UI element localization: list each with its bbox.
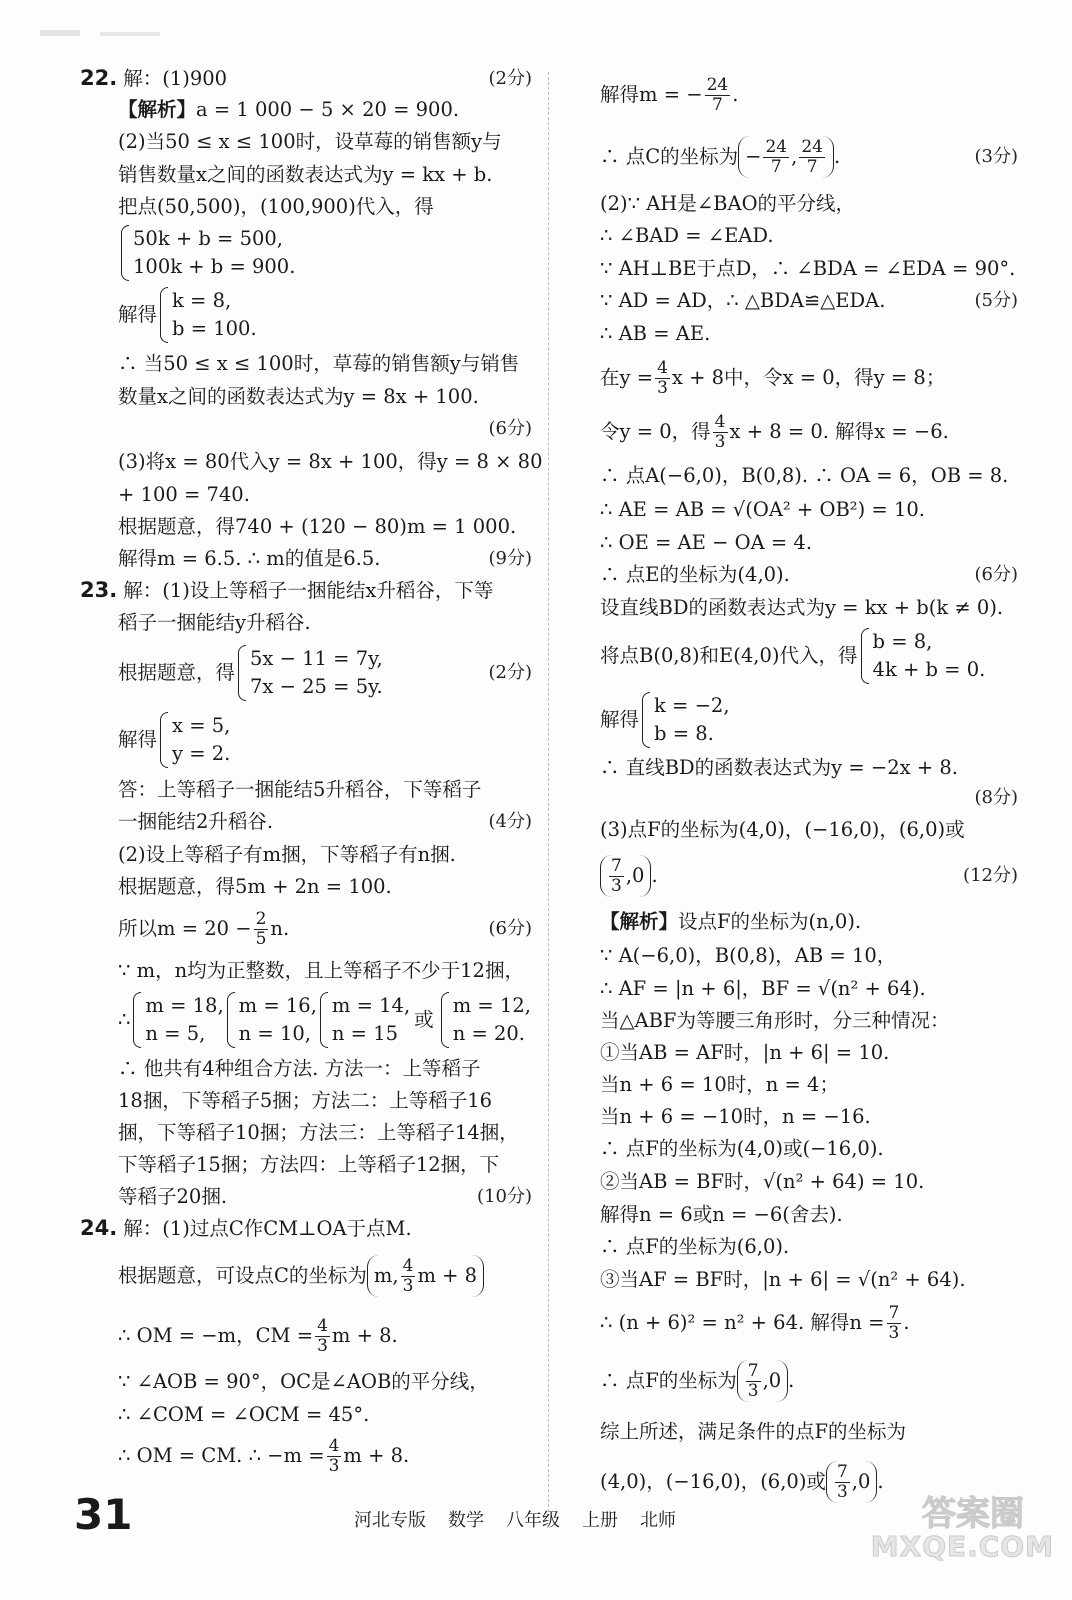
fraction-line: $\frac{7}{3}$ ,0 . (12分) <box>600 847 1018 905</box>
question-number-24: 24. <box>80 1216 118 1241</box>
text-line: ∵ A(−6,0)，B(0,8)，AB = 10， <box>600 943 897 967</box>
text-line: 当n + 6 = 10时，n = 4； <box>600 1073 839 1097</box>
analysis-tag: 【解析】 <box>118 97 197 121</box>
fraction-line: 在y = $\frac{4}{3}$ x + 8中，令x = 0，得y = 8； <box>600 357 946 398</box>
text-line: (2)设上等稻子有m捆，下等稻子有n捆. <box>118 842 456 866</box>
text-line: ∴ 他共有4种组合方法. 方法一：上等稻子 <box>118 1057 481 1081</box>
text-line: 当n + 6 = −10时，n = −16. <box>600 1105 871 1129</box>
text-line: 捆，下等稻子10捆；方法三：上等稻子14捆， <box>118 1121 519 1145</box>
question-number-23: 23. <box>80 578 118 603</box>
fraction-line: ∴ 点F的坐标为 $\frac{7}{3}$ ,0 . <box>600 1360 795 1401</box>
watermark-logo: 答案圈 MXQE.COM <box>870 1494 1054 1563</box>
text-line: 等稻子20捆. (10分) <box>118 1185 532 1209</box>
equation-system: 根据题意，得 5x − 11 = 7y, 7x − 25 = 5y. (2分) <box>80 639 532 707</box>
text-line: 设直线BD的函数表达式为y = kx + b(k ≠ 0). <box>600 596 1004 620</box>
parenthesized-coordinate: m, $\frac{4}{3}$ m + 8 <box>367 1255 484 1297</box>
text-line: 18捆，下等稻子5捆；方法二：上等稻子16 <box>118 1089 493 1113</box>
score: (2分) <box>488 68 532 90</box>
question-number-22: 22. <box>80 66 118 91</box>
text-line: ∴ ∠BAD = ∠EAD. <box>600 224 774 248</box>
text-line: 稻子一捆能结y升稻谷. <box>118 611 311 635</box>
score-line: (8分) <box>974 787 1018 809</box>
solution-system: 解得 k = −2, b = 8. <box>600 687 1018 753</box>
text-line: (3)点F的坐标为(4,0)，(−16,0)，(6,0)或 <box>600 818 965 842</box>
text-line: 根据题意，得5m + 2n = 100. <box>118 875 392 899</box>
fraction-line: (4,0)，(−16,0)，(6,0)或 $\frac{7}{3}$ ,0 . <box>600 1461 884 1502</box>
text-line: ①当AB = AF时，|n + 6| = 10. <box>600 1041 890 1065</box>
text-line: + 100 = 740. <box>118 483 250 507</box>
fraction-line: 根据题意，可设点C的坐标为 m, $\frac{4}{3}$ m + 8 <box>80 1245 532 1307</box>
equation-system: 50k + b = 500, 100k + b = 900. <box>80 223 532 283</box>
fraction-line: ∴ OM = CM. ∴ −m = $\frac{4}{3}$ m + 8. <box>118 1435 410 1476</box>
score-line: (6分) <box>488 418 532 440</box>
text-line: ∴ 直线BD的函数表达式为y = −2x + 8. <box>600 756 958 780</box>
text-line: 根据题意，得740 + (120 − 80)m = 1 000. <box>118 515 517 539</box>
right-column <box>600 64 1018 1513</box>
fraction: $\frac{2}{5}$ <box>255 908 267 949</box>
text-line: 当△ABF为等腰三角形时，分三种情况： <box>600 1009 950 1033</box>
text-line: ∴ AF = |n + 6|，BF = √(n² + 64). <box>600 976 926 1000</box>
text-line: (2)∵ AH是∠BAO的平分线， <box>600 192 856 216</box>
page-footer <box>0 1484 1072 1564</box>
analysis-line: 【解析】 设点F的坐标为(n,0). <box>600 910 862 934</box>
fraction-line: ∴ OM = −m，CM = $\frac{4}{3}$ m + 8. <box>118 1315 398 1356</box>
text-line: ∴ 点A(−6,0)，B(0,8). ∴ OA = 6，OB = 8. <box>600 464 1009 488</box>
fraction-line: 令y = 0，得 $\frac{4}{3}$ x + 8 = 0. 解得x = −6. <box>600 411 949 452</box>
text-line: ②当AB = BF时，√(n² + 64) = 10. <box>600 1170 925 1194</box>
text-line: (3)将x = 80代入y = 8x + 100，得y = 8 × 80 <box>118 450 543 474</box>
analysis-line: 【解析】 a = 1 000 − 5 × 20 = 900. <box>118 97 460 121</box>
text-line: ∵ AH⊥BE于点D，∴ ∠BDA = ∠EDA = 90°. <box>600 256 1016 280</box>
fraction-line: 解得m = − $\frac{24}{7}$ . <box>600 74 739 115</box>
text-line: ∴ AB = AE. <box>600 322 711 346</box>
text-line: ∵ AD = AD，∴ △BDA≌△EDA. (5分) <box>600 289 1018 313</box>
fraction-line: ∴ (n + 6)² = n² + 64. 解得n = $\frac{7}{3}$ . <box>600 1302 910 1343</box>
left-column <box>80 64 543 1481</box>
text-line: 把点(50,500)，(100,900)代入，得 <box>118 195 434 219</box>
text-line: 解得n = 6或n = −6(舍去). <box>600 1203 843 1227</box>
text-line: ∴ ∠COM = ∠OCM = 45°. <box>118 1403 370 1427</box>
text-line: ∴ 点E的坐标为(4,0). (6分) <box>600 563 1018 587</box>
text-line: ∵ ∠AOB = 90°，OC是∠AOB的平分线， <box>118 1370 489 1394</box>
q24-line1: 24. 解：(1)过点C作CM⊥OA于点M. <box>80 1216 412 1241</box>
q23-line1: 23. 解：(1)设上等稻子一捆能结x升稻谷，下等 <box>80 578 494 603</box>
text-line: 解得m = 6.5. ∴ m的值是6.5. (9分) <box>118 547 532 571</box>
text-line: ∵ m，n均为正整数，且上等稻子不少于12捆， <box>118 959 524 983</box>
column-divider <box>548 72 549 1512</box>
page-number: 31 <box>74 1490 133 1539</box>
text-line: (2)当50 ≤ x ≤ 100时，设草莓的销售额y与 <box>118 129 502 153</box>
book-info: 河北专版 数学 八年级 上册 北师 <box>354 1510 676 1531</box>
solution-system: 解得 x = 5, y = 2. <box>80 707 532 773</box>
case-systems: ∴ m = 18, n = 5, m = 16, n = 10, m = 14, n = 15 或 m = 12, n = 20. <box>80 987 532 1053</box>
text-line: ③当AF = BF时，|n + 6| = √(n² + 64). <box>600 1268 966 1292</box>
text-line: 综上所述，满足条件的点F的坐标为 <box>600 1420 907 1444</box>
text-line: ∴ 点F的坐标为(4,0)或(−16,0). <box>600 1137 884 1161</box>
text-line: 数量x之间的函数表达式为y = 8x + 100. <box>118 384 479 408</box>
fraction-line: 所以m = 20 − $\frac{2}{5}$ n. (6分) <box>118 908 532 949</box>
scan-smudge <box>40 26 200 44</box>
text-line: ∴ 当50 ≤ x ≤ 100时，草莓的销售额y与销售 <box>118 351 520 375</box>
text-line: 一捆能结2升稻谷. (4分) <box>118 810 532 834</box>
text-line: 下等稻子15捆；方法四：上等稻子12捆，下 <box>118 1153 500 1177</box>
equation-system: 将点B(0,8)和E(4,0)代入，得 b = 8, 4k + b = 0. <box>600 625 1018 687</box>
text-line: 销售数量x之间的函数表达式为y = kx + b. <box>118 162 493 186</box>
text-line: ∴ AE = AB = √(OA² + OB²) = 10. <box>600 498 925 522</box>
q22-line1: 22. 解：(1)900 (2分) <box>80 66 532 91</box>
fraction-line: ∴ 点C的坐标为 − $\frac{24}{7}$ , $\frac{24}{7}$ . (3分) <box>600 136 1018 177</box>
solution-system: 解得 k = 8, b = 100. <box>80 283 532 347</box>
text-line: ∴ 点F的坐标为(6,0). <box>600 1235 790 1259</box>
text-line: ∴ OE = AE − OA = 4. <box>600 531 813 555</box>
text-line: 答：上等稻子一捆能结5升稻谷，下等稻子 <box>118 777 482 801</box>
